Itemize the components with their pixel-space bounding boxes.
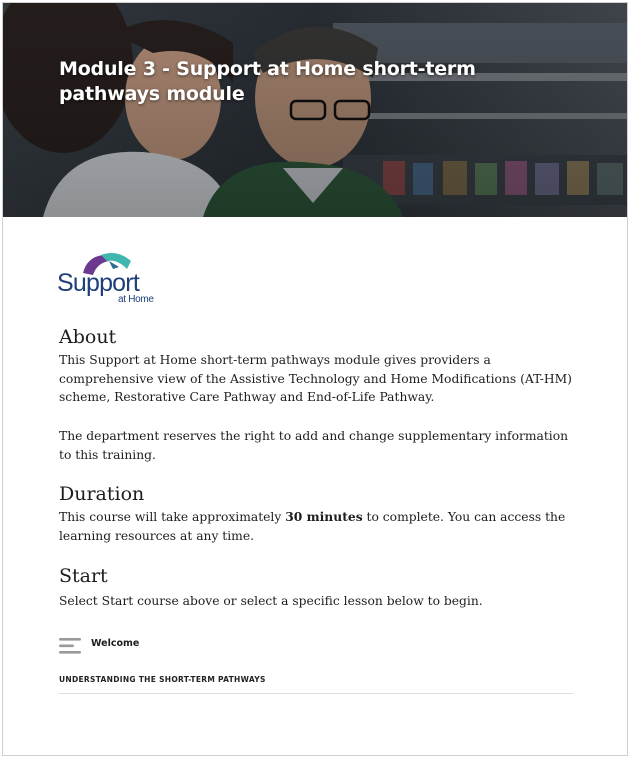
course-overview	[3, 217, 627, 756]
lesson-welcome[interactable]	[59, 635, 579, 657]
duration-text-before: This course will take approximately	[59, 510, 286, 524]
lesson-lines-icon	[59, 637, 83, 655]
lesson-section-title: UNDERSTANDING THE SHORT-TERM PATHWAYS	[59, 675, 266, 684]
about-paragraph-1: This Support at Home short-term pathways module gives providers a comprehensive view of the Assistive Technology and Home Modifications (AT-HM) scheme, Restorative Care Pathway and End-of-Life Pathway.	[59, 353, 572, 404]
logo-subtitle: at Home	[118, 294, 154, 305]
start-heading: Start	[59, 565, 108, 587]
lesson-welcome-label: Welcome	[91, 638, 140, 649]
duration-time: 30 minutes	[285, 509, 363, 524]
logo-word: Support	[57, 269, 139, 297]
course-page	[2, 2, 628, 756]
about-heading: About	[59, 326, 117, 348]
duration-paragraph	[59, 508, 579, 545]
duration-text-after: to complete. You can access the learning resources at any time.	[59, 510, 566, 543]
support-at-home-logo	[57, 247, 157, 309]
course-hero-banner	[3, 3, 627, 217]
course-title: Module 3 - Support at Home short-term pathways module	[59, 58, 476, 105]
section-divider	[59, 693, 573, 694]
about-paragraph-2: The department reserves the right to add and change supplementary information to this training.	[59, 429, 569, 462]
hero-photo	[3, 3, 627, 217]
duration-heading: Duration	[59, 483, 145, 505]
start-paragraph: Select Start course above or select a specific lesson below to begin.	[59, 594, 483, 608]
